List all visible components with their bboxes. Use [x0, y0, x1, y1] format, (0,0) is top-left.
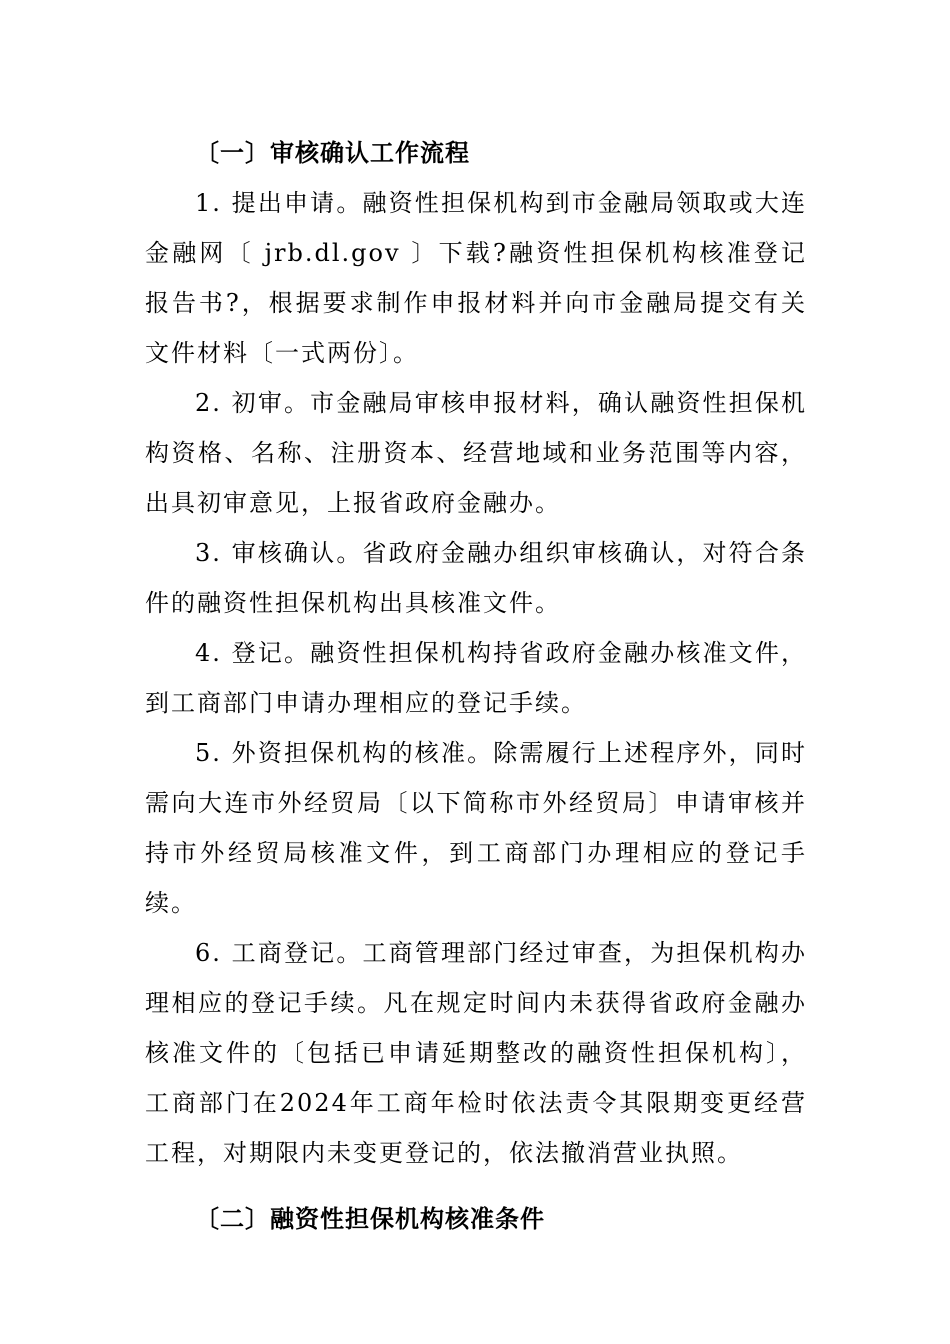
paragraph-6: 6. 工商登记。工商管理部门经过审查，为担保机构办理相应的登记手续。凡在规定时间内未获得省政府金融办核准文件的〔包括已申请延期整改的融资性担保机构〕，工商部门在2024年工商年检时依法责令其限期变更经营工程，对期限内未变更登记的，依法撤消营业执照。: [145, 939, 807, 1167]
section-heading-1: 〔一〕审核确认工作流程: [195, 138, 470, 167]
paragraph-3: 3. 审核确认。省政府金融办组织审核确认，对符合条件的融资性担保机构出具核准文件。: [145, 539, 807, 617]
document-body: [145, 128, 807, 1244]
section-heading-2: 〔二〕融资性担保机构核准条件: [195, 1204, 545, 1233]
paragraph-1: 1. 提出申请。融资性担保机构到市金融局领取或大连金融网〔 jrb.dl.gov 〕下载?融资性担保机构核准登记报告书?，根据要求制作申报材料并向市金融局提交有关文件材料〔一式两份〕。: [145, 189, 807, 367]
paragraph-4: 4. 登记。融资性担保机构持省政府金融办核准文件，到工商部门申请办理相应的登记手续。: [145, 639, 807, 717]
paragraph-5: 5. 外资担保机构的核准。除需履行上述程序外，同时需向大连市外经贸局〔以下简称市外经贸局〕申请审核并持市外经贸局核准文件，到工商部门办理相应的登记手续。: [145, 739, 807, 917]
paragraph-2: 2. 初审。市金融局审核申报材料，确认融资性担保机构资格、名称、注册资本、经营地域和业务范围等内容，出具初审意见，上报省政府金融办。: [145, 389, 807, 517]
